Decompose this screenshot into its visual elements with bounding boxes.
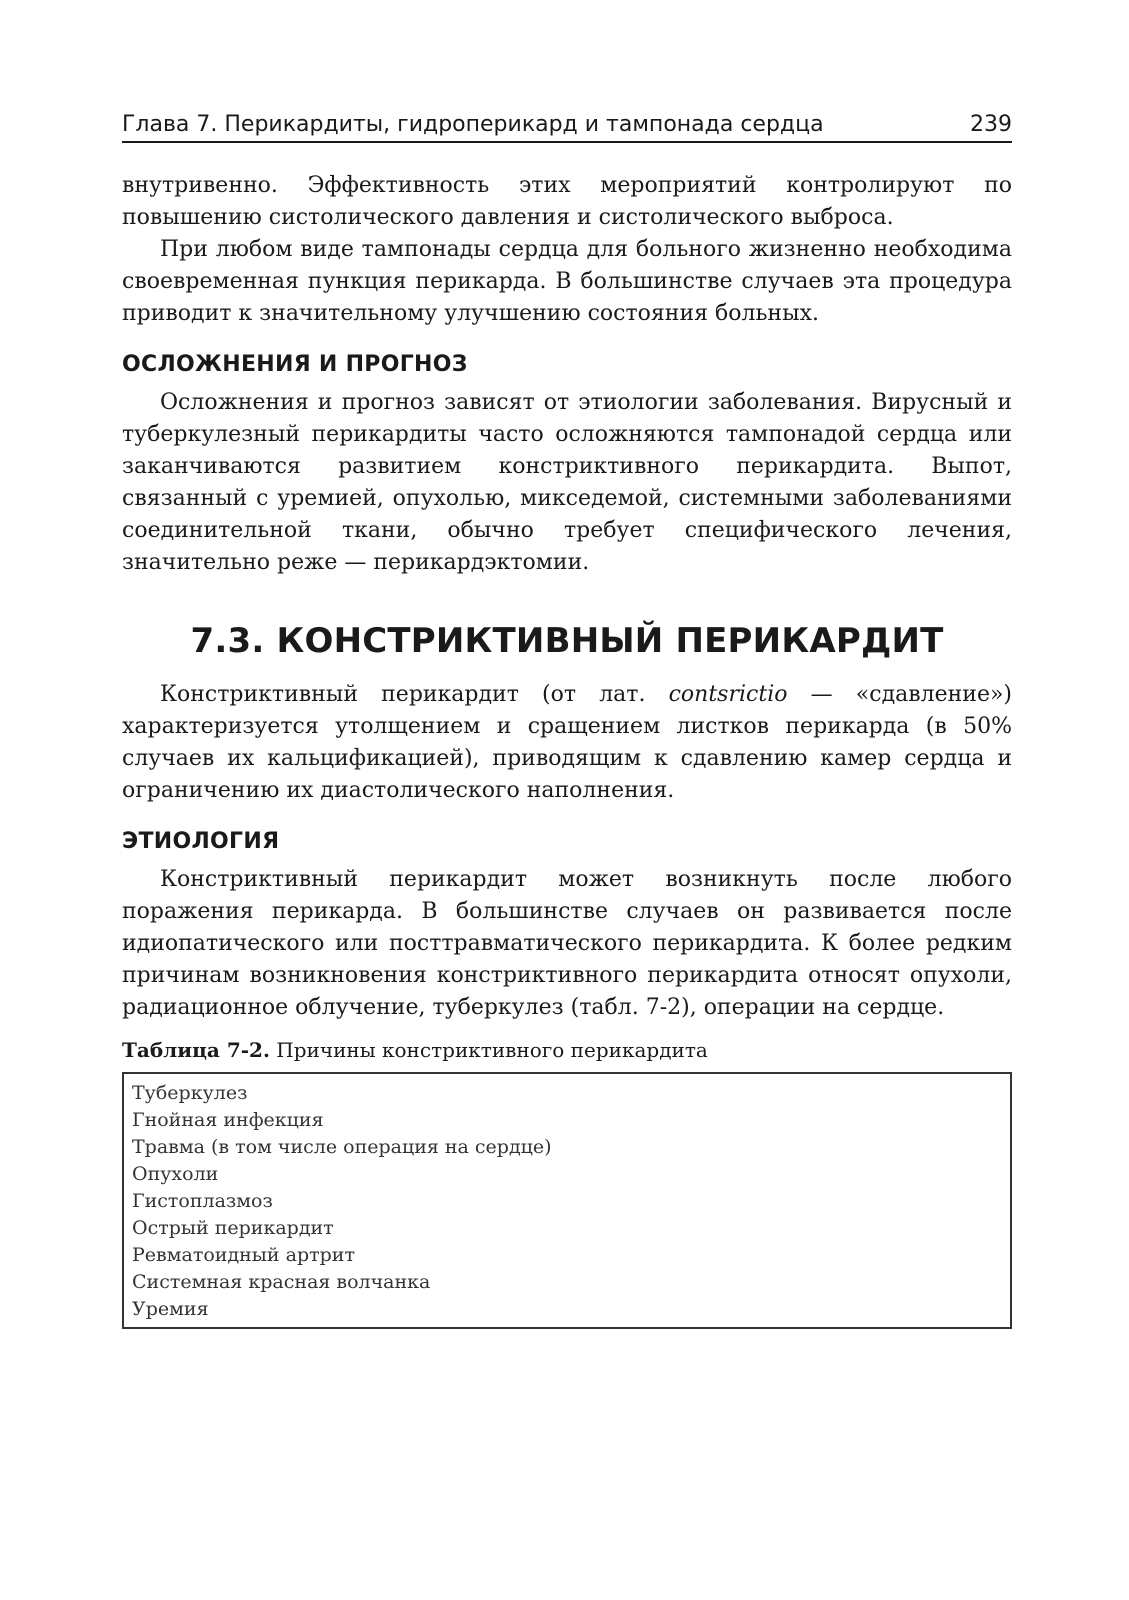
table-row: Острый перикардит [132, 1217, 334, 1239]
table-row: Гнойная инфекция [132, 1109, 324, 1131]
table-caption-text: Причины констриктивного перикардита [269, 1038, 708, 1062]
page-content [122, 170, 1012, 1329]
table-caption [122, 1038, 1012, 1062]
paragraph-continuation: внутривенно. Эффективность этих мероприятий контролируют по повышению систолического давления и систолического выброса. [122, 173, 1012, 230]
table-caption-label: Таблица 7-2. [122, 1038, 270, 1062]
paragraph-etiology: Констриктивный перикардит может возникнуть после любого поражения перикарда. В большинстве случаев он развивается после идиопатического или посттравматического перикардита. К более редким причинам возникновения констриктивного перикардита относят опухоли, радиационное облучение, туберкулез (табл. 7-2), операции на сердце. [122, 867, 1012, 1020]
chapter-title: Глава 7. Перикардиты, гидроперикард и тампонада сердца [122, 112, 824, 137]
running-header [122, 112, 1012, 143]
table-row: Системная красная волчанка [132, 1271, 431, 1293]
page-number: 239 [970, 112, 1012, 137]
table-row: Травма (в том числе операция на сердце) [132, 1136, 552, 1158]
table-row: Туберкулез [132, 1082, 248, 1104]
paragraph-definition [122, 679, 1012, 807]
table-row: Опухоли [132, 1163, 219, 1185]
latin-term: contsrictio [668, 682, 788, 707]
paragraph-tamponade: При любом виде тампонады сердца для больного жизненно необходима своевременная пункция перикарда. В большинстве случаев эта процедура приводит к значительному улучшению состояния больных. [122, 237, 1012, 326]
table-row: Гистоплазмоз [132, 1190, 273, 1212]
causes-table [122, 1072, 1012, 1329]
table-row: Ревматоидный артрит [132, 1244, 355, 1266]
section-title: 7.3. КОНСТРИКТИВНЫЙ ПЕРИКАРДИТ [190, 621, 944, 661]
definition-text-end: — «сдавление») характеризуется утолщением и сращением листков перикарда (в 50% случаев их кальцификацией), приводящим к сдавлению камер сердца и ограничению их диастолического наполнения. [122, 682, 1013, 803]
table-row: Уремия [132, 1298, 209, 1320]
subheading-etiology: ЭТИОЛОГИЯ [122, 829, 280, 854]
definition-text-start: Констриктивный перикардит (от лат. [160, 682, 669, 707]
paragraph-complications: Осложнения и прогноз зависят от этиологии заболевания. Вирусный и туберкулезный перикардиты часто осложняются тампонадой сердца или заканчиваются развитием констриктивного перикардита. Выпот, связанный с уремией, опухолью, микседемой, системными заболеваниями соединительной ткани, обычно требует специфического лечения, значительно реже — перикардэктомии. [122, 390, 1012, 575]
subheading-complications: ОСЛОЖНЕНИЯ И ПРОГНОЗ [122, 352, 468, 377]
